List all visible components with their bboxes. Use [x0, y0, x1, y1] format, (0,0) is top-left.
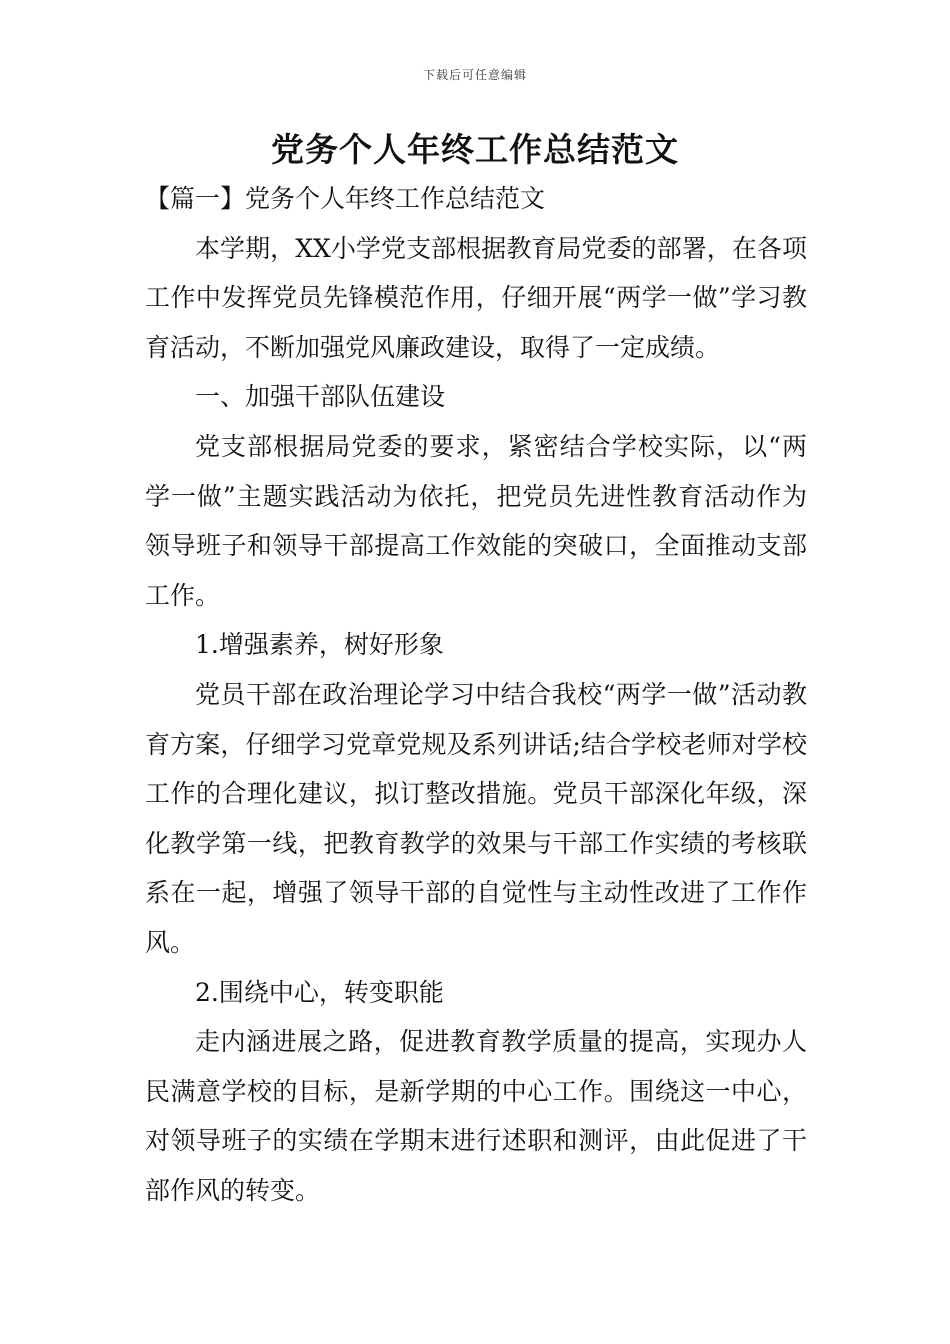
header-note: 下载后可任意编辑: [422, 68, 527, 82]
paragraph-subsection-1: 党员干部在政治理论学习中结合我校“两学一做”活动教育方案，仔细学习党章党规及系列讲话;结合学校老师对学校工作的合理化建议，拟订整改措施。党员干部深化年级，深化教学第一线，把教育教学的效果与干部工作实绩的考核联系在一起，增强了领导干部的自觉性与主动性改进了工作作风。: [145, 679, 807, 957]
paragraph-section-1: 党支部根据局党委的要求，紧密结合学校实际，以“两学一做”主题实践活动为依托，把党员先进性教育活动作为领导班子和领导干部提高工作效能的突破口，全面推动支部工作。: [145, 431, 807, 610]
heading-section-1: 一、加强干部队伍建设: [195, 382, 446, 412]
document-body: [145, 174, 807, 1215]
paragraph-intro: 本学期，XX小学党支部根据教育局党委的部署，在各项工作中发挥党员先锋模范作用，仔细开展“两学一做”学习教育活动，不断加强党风廉政建设，取得了一定成绩。: [145, 233, 807, 362]
heading-subsection-1: 1.增强素养，树好形象: [195, 630, 444, 660]
paragraph-subsection-2: 走内涵进展之路，促进教育教学质量的提高，实现办人民满意学校的目标，是新学期的中心工作。围绕这一中心，对领导班子的实绩在学期末进行述职和测评，由此促进了干部作风的转变。: [145, 1027, 807, 1205]
section-label: 【篇一】党务个人年终工作总结范文: [145, 184, 546, 213]
document-title: 党务个人年终工作总结范文: [271, 130, 679, 169]
heading-subsection-2: 2.围绕中心，转变职能: [195, 977, 444, 1007]
